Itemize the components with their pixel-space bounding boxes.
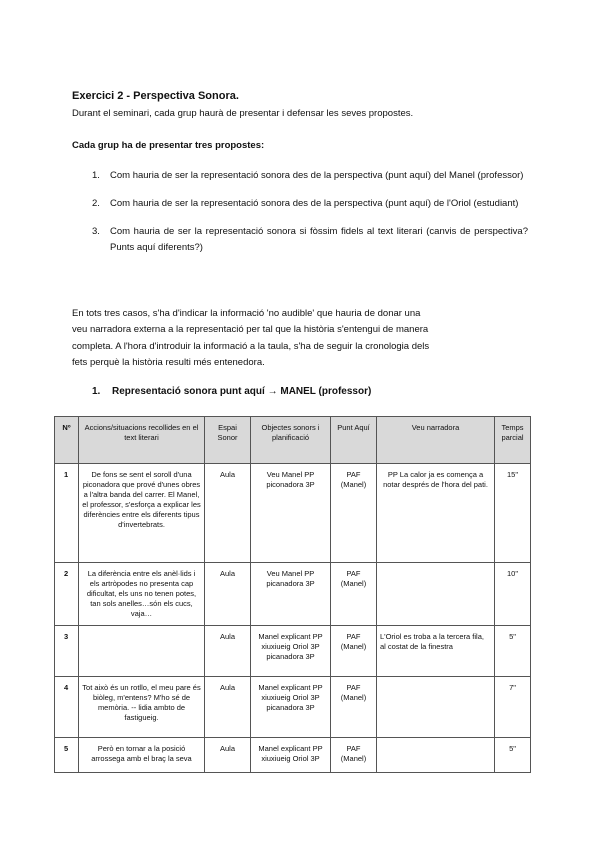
narrator-cell: PP La calor ja es comença a notar després de l'hora del pati. (377, 464, 495, 563)
proposal-item (92, 168, 528, 184)
proposal-text: Com hauria de ser la representació sonora des de la perspectiva (punt aquí) del Manel (professor) (110, 170, 524, 181)
table-row (55, 464, 531, 563)
action-cell: De fons se sent el soroll d'una piconadora que prové d'unes obres a l'altra banda del carrer. El Manel, el professor, s'esforça a explicar les diferències entre els diferents tipus d'invertebrats. (79, 464, 205, 563)
exercise-title: Exercici 2 - Perspectiva Sonora. (72, 90, 239, 102)
row-number: 5 (55, 738, 79, 773)
sound-plan-table (54, 416, 531, 773)
time-cell: 5" (495, 626, 531, 677)
header-cell: Temps parcial (495, 417, 531, 464)
objects-cell: Veu Manel PP piconadora 3P (251, 464, 331, 563)
objects-cell: Manel explicant PP xiuxiueig Oriol 3P picanadora 3P (251, 626, 331, 677)
point-cell: PAF (Manel) (331, 563, 377, 626)
action-cell: La diferència entre els anèl·lids i els artròpodes no presenta cap dificultat, els uns no tenen potes, tan sols anelles…són els cucs, vaja… (79, 563, 205, 626)
objects-cell: Manel explicant PP xiuxiueig Oriol 3P (251, 738, 331, 773)
narrator-cell (377, 677, 495, 738)
table-header-row (55, 417, 531, 464)
space-cell: Aula (205, 563, 251, 626)
time-cell: 5" (495, 738, 531, 773)
point-cell: PAF (Manel) (331, 677, 377, 738)
space-cell: Aula (205, 677, 251, 738)
header-cell: Objectes sonors i planificació (251, 417, 331, 464)
objects-cell: Manel explicant PP xiuxiueig Oriol 3P picanadora 3P (251, 677, 331, 738)
objects-cell: Veu Manel PP picanadora 3P (251, 563, 331, 626)
paragraph-line: En tots tres casos, s'ha d'indicar la informació 'no audible' que hauria de donar una (72, 308, 421, 319)
table-row (55, 738, 531, 773)
row-number: 4 (55, 677, 79, 738)
row-number: 1 (55, 464, 79, 563)
header-cell: Espai Sonor (205, 417, 251, 464)
paragraph-line: completa. A l'hora d'introduir la informació a la taula, s'ha de seguir la cronologia dels (72, 340, 430, 352)
table-row (55, 563, 531, 626)
section-title: Representació sonora punt aquí → MANEL (professor) (112, 386, 372, 397)
point-cell: PAF (Manel) (331, 626, 377, 677)
proposal-number: 2. (92, 198, 100, 209)
point-cell: PAF (Manel) (331, 738, 377, 773)
narrator-cell: L'Oriol es troba a la tercera fila, al costat de la finestra (377, 626, 495, 677)
space-cell: Aula (205, 738, 251, 773)
time-cell: 10" (495, 563, 531, 626)
proposal-text: Com hauria de ser la representació sonora des de la perspectiva (punt aquí) de l'Oriol (estudiant) (110, 198, 519, 209)
section-heading (92, 386, 371, 397)
proposal-item (92, 224, 528, 256)
table-row (55, 626, 531, 677)
exercise-intro: Durant el seminari, cada grup haurà de presentar i defensar les seves propostes. (72, 108, 414, 119)
header-cell: Nº (55, 417, 79, 464)
proposal-number: 1. (92, 170, 100, 181)
row-number: 2 (55, 563, 79, 626)
proposal-item (92, 196, 528, 212)
space-cell: Aula (205, 464, 251, 563)
row-number: 3 (55, 626, 79, 677)
time-cell: 7" (495, 677, 531, 738)
section-number: 1. (92, 386, 101, 397)
header-cell: Accions/situacions recollides en el text literari (79, 417, 205, 464)
proposals-list (92, 168, 528, 268)
time-cell: 15" (495, 464, 531, 563)
point-cell: PAF (Manel) (331, 464, 377, 563)
proposal-number: 3. (92, 226, 100, 237)
header-cell: Veu narradora (377, 417, 495, 464)
space-cell: Aula (205, 626, 251, 677)
action-cell: Tot això és un rotllo, el meu pare és biòleg, m'entens? M'ho sé de memòria. -- lidia ambto de fastigueig. (79, 677, 205, 738)
proposal-text: Com hauria de ser la representació sonora si fòssim fidels al text literari (canvis de perspectiva? Punts aquí diferents?) (110, 226, 528, 253)
table-row (55, 677, 531, 738)
paragraph-line: fets perquè la història resulti més entenedora. (72, 357, 265, 369)
paragraph-line: veu narradora externa a la representació per tal que la història s'entengui de manera (72, 324, 429, 336)
narrator-cell (377, 563, 495, 626)
instructions-paragraph (72, 306, 472, 372)
action-cell: Però en tornar a la posició arrossega amb el braç la seva (79, 738, 205, 773)
narrator-cell (377, 738, 495, 773)
header-cell: Punt Aquí (331, 417, 377, 464)
proposals-subheading: Cada grup ha de presentar tres propostes: (72, 140, 265, 151)
action-cell (79, 626, 205, 677)
